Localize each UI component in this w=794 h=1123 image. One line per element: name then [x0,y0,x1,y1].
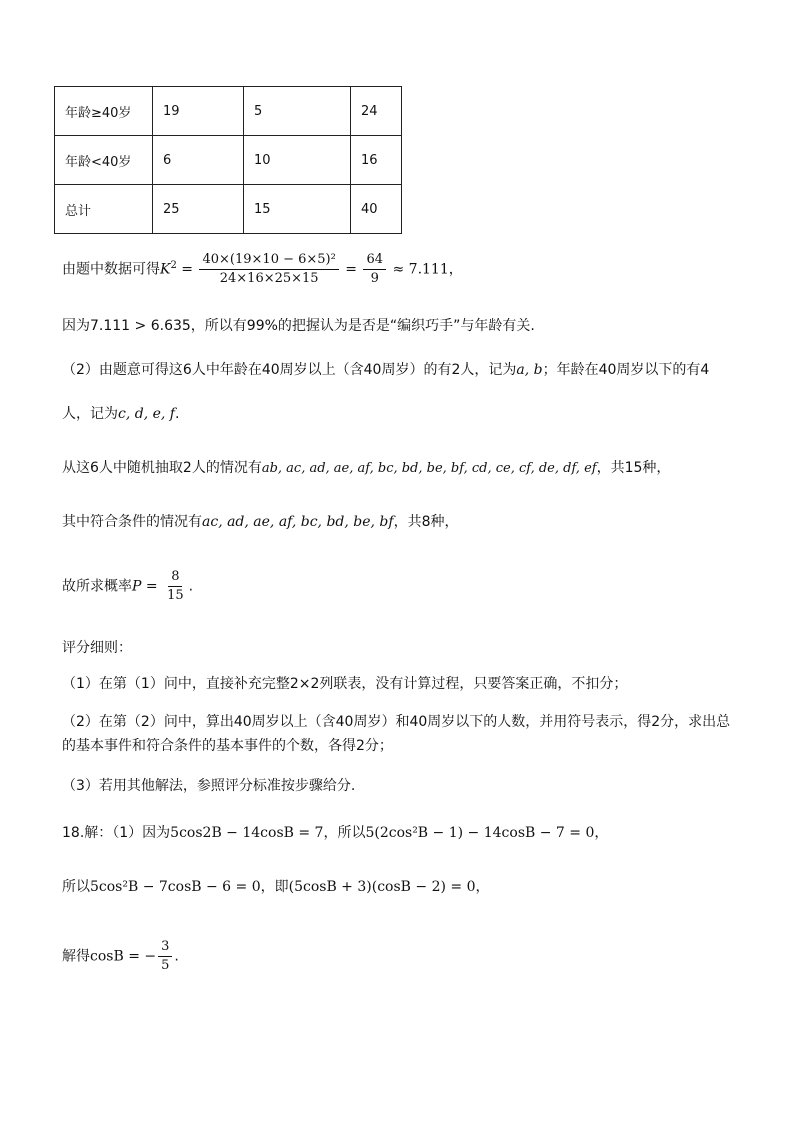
k2-fraction [199,251,338,288]
q18b-expr1: 5cos²B − 7cosB − 6 = 0 [90,879,261,895]
q18b-tail: ， [475,879,490,895]
k2-prefix: 由题中数据可得 [62,261,160,278]
part2-vars: a, b [516,362,543,378]
table-cell: 24 [351,87,402,136]
draw-vars: ab, ac, ad, ae, af, bc, bd, be, bf, cd, ce, cf, de, df, ef [261,461,597,476]
q18b-mid: ，即 [260,879,289,895]
k2-fraction2 [363,251,386,288]
part2-line2-tail: . [174,406,180,422]
prob-var: P [132,578,142,595]
part2-line2-vars: c, d, e, f [118,406,175,422]
rule-3: （3）若用其他解法，参照评分标准按步骤给分. [62,778,356,794]
table-cell: 15 [244,185,351,234]
prob-text: 故所求概率 [62,578,132,595]
part2-line1 [62,360,709,380]
part2-line2 [62,404,179,424]
k2-denominator: 24×16×25×15 [219,271,319,286]
k2-sup: 2 [170,259,177,271]
part2-tail: ；年龄在40周岁以下的有4 [542,362,710,378]
q18b-expr2: (5cosB + 3)(cosB − 2) = 0 [288,879,476,895]
k2-numerator2: 64 [363,251,386,270]
table-cell: 5 [244,87,351,136]
table-cell: 19 [153,87,244,136]
q18-line1 [62,823,608,843]
draw-tail: ，共15种， [596,460,671,476]
table-row [55,87,402,136]
table-cell: 年龄<40岁 [55,136,153,185]
k2-formula-line [62,251,463,288]
prob-eq: = [141,578,163,595]
draw-line [62,458,670,479]
match-line [62,512,459,532]
k2-eq: = [176,261,198,278]
table-row [55,136,402,185]
because-line: 因为7.111 > 6.635，所以有99%的把握认为是否是“编织巧手”与年龄有关. [62,318,535,334]
q18c-fraction [158,938,172,975]
rule-2: （2）在第（2）问中，算出40周岁以上（含40周岁）和40周岁以下的人数，并用符号表示，得2分，求出总的基本事件和符合条件的基本事件的个数，各得2分； [62,714,731,754]
match-tail: ，共8种， [393,514,459,530]
rule-1: （1）在第（1）问中，直接补充完整2×2列联表，没有计算过程，只要答案正确，不扣分； [62,676,628,692]
match-text: 其中符合条件的情况有 [62,514,202,530]
table-row [55,185,402,234]
q18-tail: ， [594,825,609,841]
q18c-denominator: 5 [161,958,170,973]
prob-tail: . [188,578,194,595]
q18b-text: 所以 [62,879,90,895]
part2-text: （2）由题意可得这6人中年龄在40周岁以上（含40周岁）的有2人，记为 [62,362,517,378]
q18-line3 [62,938,179,975]
q18c-lhs: cosB = − [90,948,157,965]
k2-var: K [160,261,171,278]
q18c-numerator: 3 [158,938,172,957]
draw-text: 从这6人中随机抽取2人的情况有 [62,460,262,476]
table-cell: 10 [244,136,351,185]
q18-mid: ，所以 [323,825,366,841]
match-vars: ac, ad, ae, af, bc, bd, be, bf [202,514,394,530]
rules-title: 评分细则： [62,640,132,656]
prob-denominator: 15 [167,588,184,603]
part2-line2-text: 人，记为 [62,406,118,422]
prob-fraction [164,568,187,605]
k2-approx: ≈ 7.111， [388,261,463,278]
q18-line2 [62,877,489,897]
table-cell: 年龄≥40岁 [55,87,153,136]
k2-denominator2: 9 [370,271,379,286]
q18-text: 18.解：（1）因为 [62,825,171,841]
q18c-tail: . [174,948,179,965]
q18-expr2: 5(2cos²B − 1) − 14cosB − 7 = 0 [365,825,595,841]
prob-numerator: 8 [168,568,182,587]
probability-line [62,568,193,605]
k2-eq2: = [340,261,362,278]
table-cell: 16 [351,136,402,185]
table-cell: 总计 [55,185,153,234]
q18-expr1: 5cos2B − 14cosB = 7 [170,825,324,841]
k2-numerator: 40×(19×10 − 6×5)² [199,251,338,270]
table-cell: 40 [351,185,402,234]
q18c-text: 解得 [62,948,90,965]
table-cell: 25 [153,185,244,234]
contingency-table [54,86,402,234]
table-cell: 6 [153,136,244,185]
